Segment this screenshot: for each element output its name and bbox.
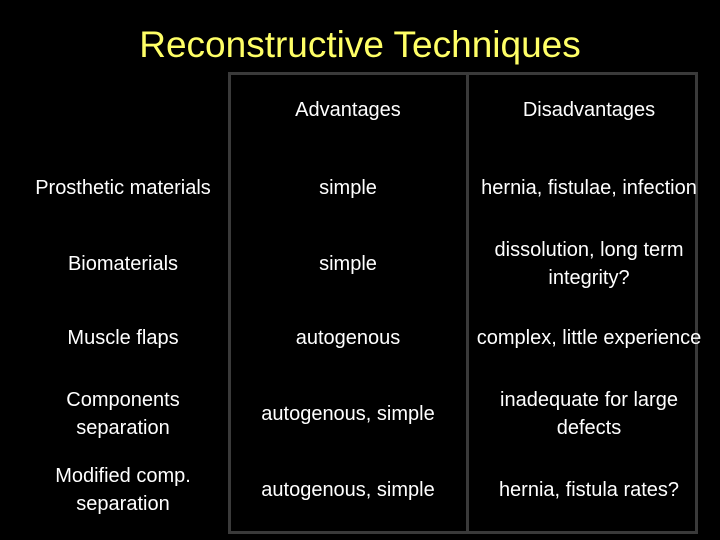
row-label: Prosthetic materials bbox=[35, 177, 211, 199]
disadvantages-cell: complex, little experience bbox=[476, 327, 702, 349]
disadvantages-cell: dissolution, long term integrity? bbox=[494, 239, 684, 289]
row-label: Muscle flaps bbox=[67, 327, 179, 349]
advantages-cell: simple bbox=[319, 177, 377, 199]
row-label: Biomaterials bbox=[67, 253, 179, 275]
column-divider bbox=[466, 72, 469, 534]
header-disadvantages: Disadvantages bbox=[522, 99, 656, 121]
disadvantages-cell: hernia, fistulae, infection bbox=[481, 177, 697, 199]
advantages-cell: autogenous, simple bbox=[261, 403, 435, 425]
row-label: Components separation bbox=[66, 389, 180, 439]
row-label: Modified comp. separation bbox=[55, 465, 191, 515]
header-advantages: Advantages bbox=[295, 99, 401, 121]
advantages-cell: autogenous, simple bbox=[261, 479, 435, 501]
disadvantages-cell: inadequate for large defects bbox=[500, 389, 678, 439]
advantages-cell: simple bbox=[319, 253, 377, 275]
disadvantages-cell: hernia, fistula rates? bbox=[498, 479, 680, 501]
advantages-cell: autogenous bbox=[295, 327, 401, 349]
slide-title: Reconstructive Techniques bbox=[139, 24, 581, 65]
